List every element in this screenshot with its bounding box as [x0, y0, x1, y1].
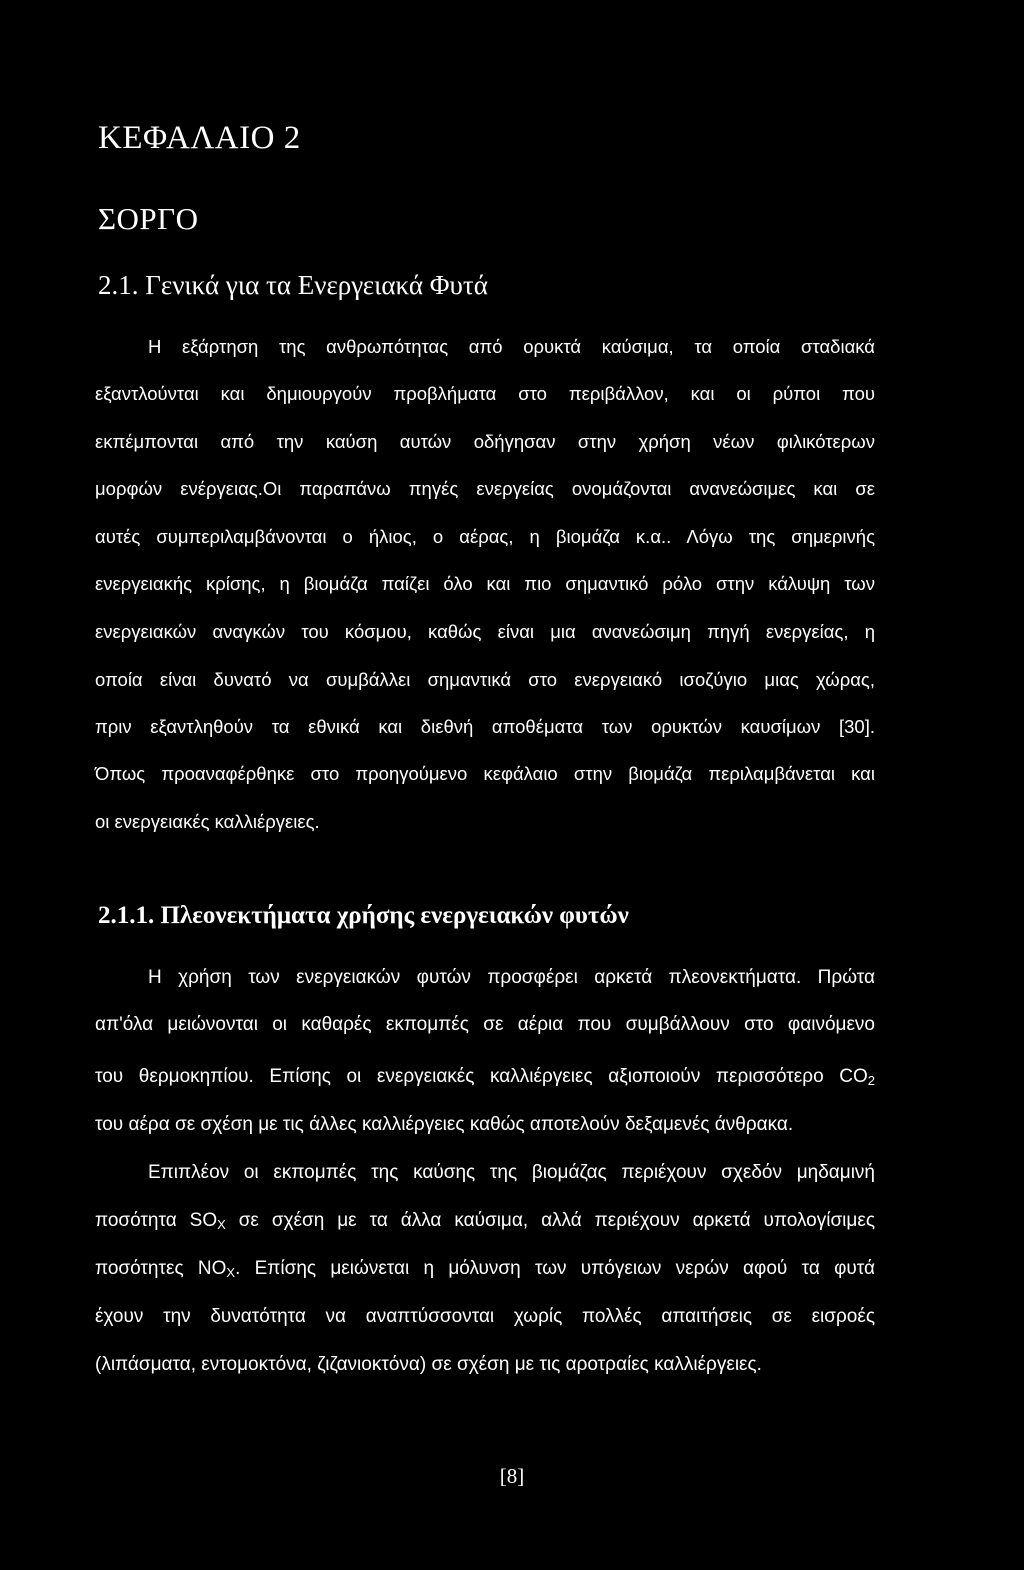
subscript-x: X: [226, 1265, 236, 1280]
body-line-nox: [95, 1258, 875, 1280]
body-line: Η εξάρτηση της ανθρωπότητας από ορυκτά καύσιμα, τα οποία σταδιακά: [148, 336, 875, 357]
body-line: εξαντλούνται και δημιουργούν προβλήματα στο περιβάλλον, και οι ρύποι που: [95, 383, 875, 404]
body-line: Όπως προαναφέρθηκε στο προηγούμενο κεφάλαιο στην βιομάζα περιλαμβάνεται και: [95, 763, 875, 784]
body-line: ενεργειακών αναγκών του κόσμου, καθώς είναι μια ανανεώσιμη πηγή ενεργείας, η: [95, 621, 875, 642]
body-line-sox: [95, 1210, 875, 1232]
line-text: . Επίσης μειώνεται η μόλυνση των υπόγειων νερών αφού τα φυτά: [235, 1258, 875, 1279]
body-line: απ'όλα μειώνονται οι καθαρές εκπομπές σε αέρια που συμβάλλουν στο φαινόμενο: [95, 1014, 875, 1035]
subsection-heading: 2.1.1. Πλεονεκτήματα χρήσης ενεργειακών φυτών: [98, 902, 629, 929]
body-line: οποία είναι δυνατό να συμβάλλει σημαντικά στο ενεργειακό ισοζύγιο μιας χώρας,: [95, 669, 875, 690]
subscript-2: 2: [867, 1073, 875, 1088]
page-number: [8]: [499, 1464, 525, 1488]
body-line-co2: [95, 1066, 875, 1088]
body-line: εκπέμπονται από την καύση αυτών οδήγησαν στην χρήση νέων φιλικότερων: [95, 431, 875, 452]
body-line: αυτές συμπεριλαμβάνονται ο ήλιος, ο αέρας, η βιομάζα κ.α.. Λόγω της σημερινής: [95, 526, 875, 547]
subscript-x: X: [217, 1217, 226, 1232]
body-line: Επιπλέον οι εκπομπές της καύσης της βιομάζας περιέχουν σχεδόν μηδαμινή: [148, 1162, 875, 1183]
body-line: του αέρα σε σχέση με τις άλλες καλλιέργειες καθώς αποτελούν δεξαμενές άνθρακα.: [95, 1114, 794, 1135]
body-line: οι ενεργειακές καλλιέργειες.: [95, 811, 320, 832]
section-heading: 2.1. Γενικά για τα Ενεργειακά Φυτά: [98, 270, 488, 300]
body-line: έχουν την δυνατότητα να αναπτύσσονται χωρίς πολλές απαιτήσεις σε εισροές: [95, 1306, 875, 1327]
body-line: πριν εξαντληθούν τα εθνικά και διεθνή αποθέματα των ορυκτών καυσίμων [30].: [95, 716, 875, 737]
line-text: σε σχέση με τα άλλα καύσιμα, αλλά περιέχουν αρκετά υπολογίσιμες: [225, 1210, 875, 1231]
line-text: του θερμοκηπίου. Επίσης οι ενεργειακές καλλιέργειες αξιοποιούν περισσότερο CO: [95, 1066, 868, 1087]
chapter-subtitle: ΣΟΡΓΟ: [98, 201, 199, 236]
chapter-title: ΚΕΦΑΛΑΙΟ 2: [98, 120, 301, 156]
line-text: ποσότητα SO: [95, 1210, 218, 1231]
body-line: Η χρήση των ενεργειακών φυτών προσφέρει αρκετά πλεονεκτήματα. Πρώτα: [148, 967, 875, 988]
body-line: (λιπάσματα, εντομοκτόνα, ζιζανιοκτόνα) σε σχέση με τις αροτραίες καλλιέργειες.: [95, 1354, 762, 1375]
line-text: ποσότητες NO: [95, 1258, 227, 1279]
body-line: μορφών ενέργειας.Οι παραπάνω πηγές ενεργείας ονομάζονται ανανεώσιμες και σε: [95, 478, 875, 499]
body-line: ενεργειακής κρίσης, η βιομάζα παίζει όλο και πιο σημαντικό ρόλο στην κάλυψη των: [95, 573, 875, 594]
